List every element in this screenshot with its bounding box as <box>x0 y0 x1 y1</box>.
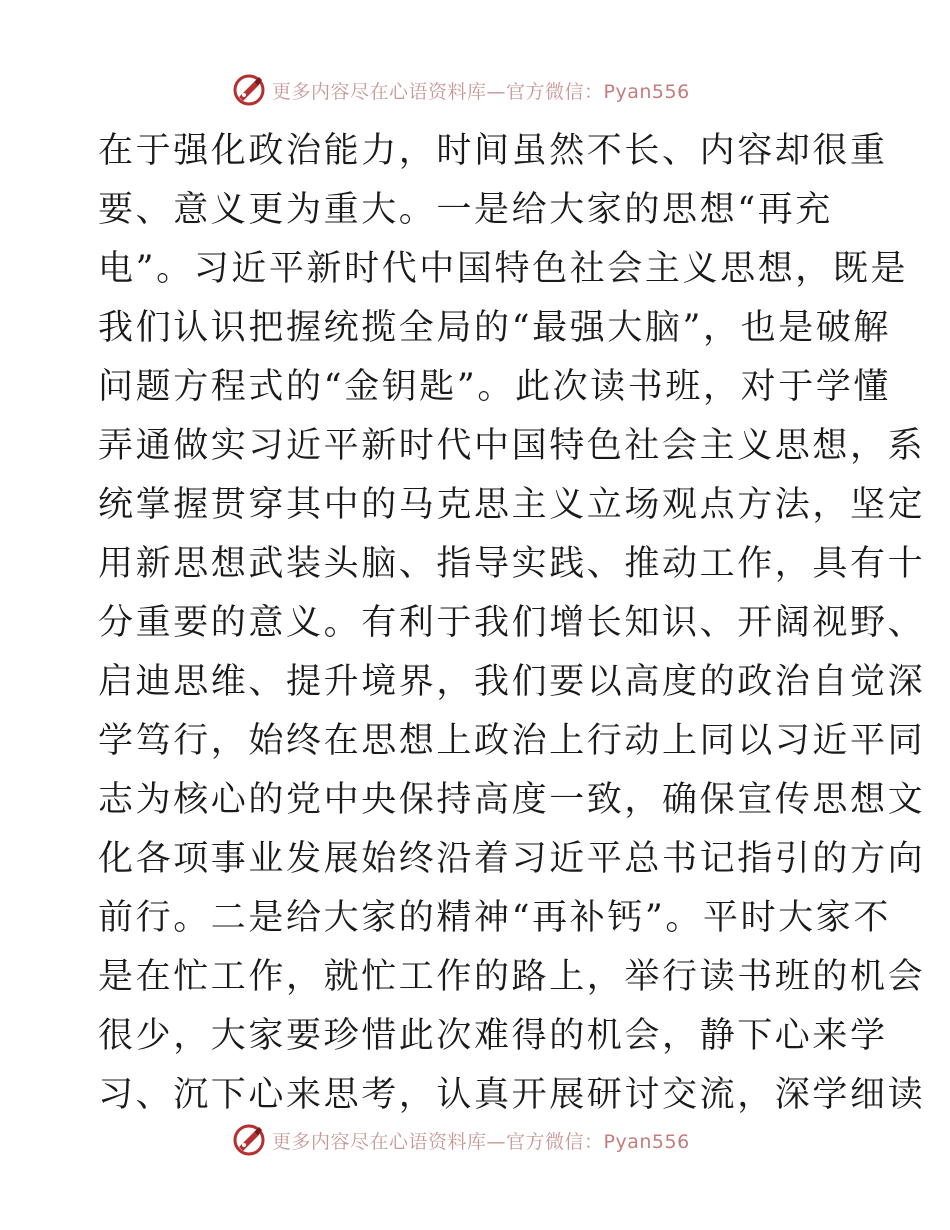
text-line: 很少，大家要珍惜此次难得的机会，静下心来学 <box>98 1016 888 1056</box>
text-line: 化各项事业发展始终沿着习近平总书记指引的方向 <box>98 839 926 879</box>
text-line: 学笃行，始终在思想上政治上行动上同以习近平同 <box>98 721 926 761</box>
watermark-id: Pyan556 <box>603 1130 690 1153</box>
header-watermark <box>232 72 690 108</box>
pen-logo-icon <box>232 73 266 107</box>
paragraph <box>98 122 926 1125</box>
text-line: 要、意义更为重大。一是给大家的思想“再充 <box>98 190 833 230</box>
text-line: 问题方程式的“金钥匙”。此次读书班，对于学懂 <box>98 367 891 407</box>
text-line: 分重要的意义。有利于我们增长知识、开阔视野、 <box>98 603 926 643</box>
text-line: 习、沉下心来思考，认真开展研讨交流，深学细读 <box>98 1075 926 1115</box>
text-line: 在于强化政治能力，时间虽然不长、内容却很重 <box>98 131 888 171</box>
text-line: 我们认识把握统揽全局的“最强大脑”，也是破解 <box>98 308 891 348</box>
text-line: 用新思想武装头脑、指导实践、推动工作，具有十 <box>98 544 926 584</box>
pen-logo-icon <box>232 1123 266 1157</box>
text-line: 前行。二是给大家的精神“再补钙”。平时大家不 <box>98 898 891 938</box>
text-line: 统掌握贯穿其中的马克思主义立场观点方法，坚定 <box>98 485 926 525</box>
text-line: 是在忙工作，就忙工作的路上，举行读书班的机会 <box>98 957 926 997</box>
text-line: 弄通做实习近平新时代中国特色社会主义思想，系 <box>98 426 926 466</box>
text-line: 启迪思维、提升境界，我们要以高度的政治自觉深 <box>98 662 926 702</box>
watermark-text: 更多内容尽在心语资料库—官方微信： <box>272 80 604 103</box>
watermark-id: Pyan556 <box>603 80 690 103</box>
footer-watermark <box>232 1122 690 1158</box>
watermark-text: 更多内容尽在心语资料库—官方微信： <box>272 1130 604 1153</box>
text-line: 志为核心的党中央保持高度一致，确保宣传思想文 <box>98 780 926 820</box>
text-line: 电”。习近平新时代中国特色社会主义思想，既是 <box>98 249 909 289</box>
